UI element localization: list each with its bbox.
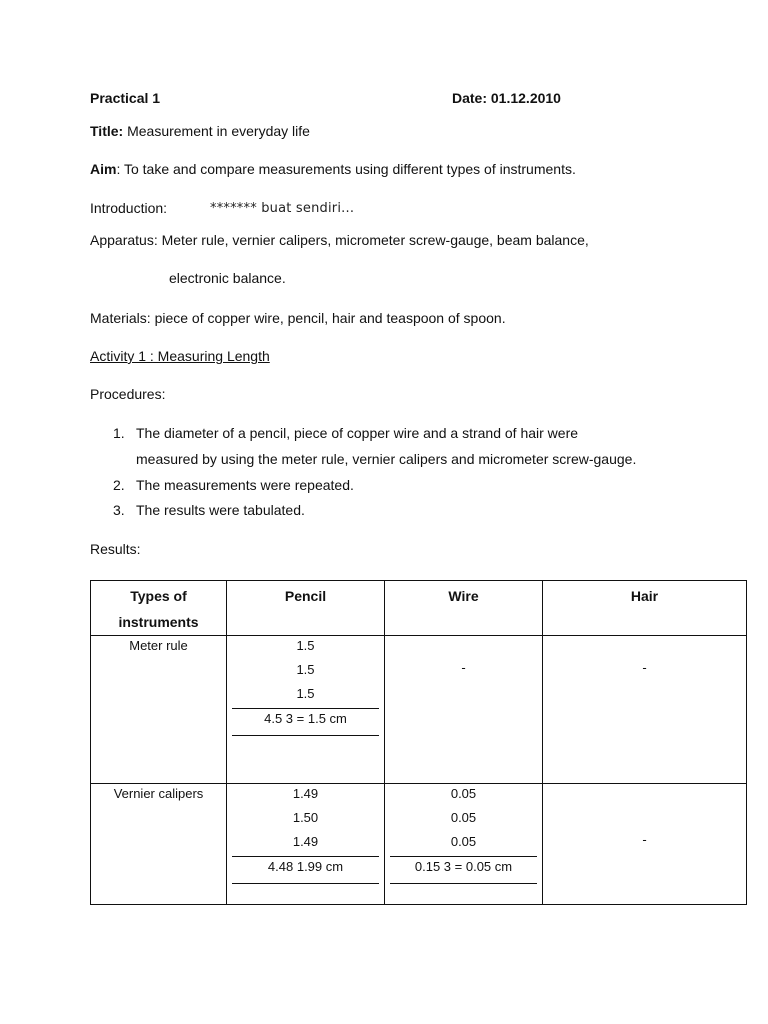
materials-line: Materials: piece of copper wire, pencil, hair and teaspoon of spoon. [90, 310, 506, 326]
procedure-number: 1. [113, 425, 125, 441]
procedure-item-text: The diameter of a pencil, piece of copper wire and a strand of hair were [136, 425, 579, 441]
procedure-item-text: The results were tabulated. [136, 502, 305, 518]
empty-dash: - [461, 660, 466, 675]
title-label: Title: [90, 123, 124, 139]
apparatus-line-2: electronic balance. [169, 270, 286, 286]
reading: 1.49 [292, 786, 319, 801]
wire-values [385, 784, 542, 856]
aim-text: : To take and compare measurements using different types of instruments. [116, 161, 576, 177]
title-text: Measurement in everyday life [123, 123, 310, 139]
reading: 0.05 [450, 834, 477, 849]
activity-heading: Activity 1 : Measuring Length [90, 348, 270, 364]
reading: 0.05 [450, 786, 477, 801]
procedure-item-text-cont: measured by using the meter rule, vernier calipers and micrometer screw-gauge. [136, 451, 637, 467]
reading: 1.5 [296, 638, 315, 653]
column-header-instruments: Types of instruments [91, 581, 227, 636]
reading: 0.05 [450, 810, 477, 825]
introduction-label: Introduction: [90, 200, 168, 216]
wire-cell [385, 784, 543, 905]
instrument-name: Vernier calipers [113, 786, 204, 801]
column-header-hair: Hair [543, 581, 747, 636]
pencil-values [227, 636, 384, 708]
practical-label: Practical 1 [90, 90, 161, 106]
pencil-average: 4.5 3 = 1.5 cm [232, 708, 379, 736]
wire-average: 0.15 3 = 0.05 cm [390, 856, 537, 884]
wire-cell [385, 636, 543, 784]
column-header-pencil: Pencil [227, 581, 385, 636]
pencil-values [227, 784, 384, 856]
hair-cell [543, 784, 747, 905]
table-header-row [91, 581, 747, 636]
reading: 1.5 [296, 662, 315, 677]
results-table [90, 580, 747, 905]
reading: 1.50 [292, 810, 319, 825]
pencil-average: 4.48 1.99 cm [232, 856, 379, 884]
table-row [91, 784, 747, 905]
instrument-name: Meter rule [129, 638, 188, 653]
procedure-item-text: The measurements were repeated. [136, 477, 354, 493]
results-heading: Results: [90, 541, 141, 557]
date-label: Date: 01.12.2010 [452, 90, 561, 106]
procedure-number: 3. [113, 502, 125, 518]
empty-dash: - [642, 660, 647, 675]
pencil-cell [227, 784, 385, 905]
empty-dash: - [642, 832, 647, 847]
introduction-note: ******* buat sendiri... [210, 201, 355, 216]
procedures-heading: Procedures: [90, 386, 166, 402]
instrument-cell [91, 784, 227, 905]
reading: 1.5 [296, 686, 315, 701]
aim-line [90, 161, 576, 177]
instrument-cell [91, 636, 227, 784]
procedure-number: 2. [113, 477, 125, 493]
title-line [90, 123, 310, 139]
hair-cell [543, 636, 747, 784]
column-header-wire: Wire [385, 581, 543, 636]
reading: 1.49 [292, 834, 319, 849]
table-row [91, 636, 747, 784]
pencil-cell [227, 636, 385, 784]
apparatus-line-1: Apparatus: Meter rule, vernier calipers, micrometer screw-gauge, beam balance, [90, 232, 589, 248]
aim-label: Aim [90, 161, 117, 177]
